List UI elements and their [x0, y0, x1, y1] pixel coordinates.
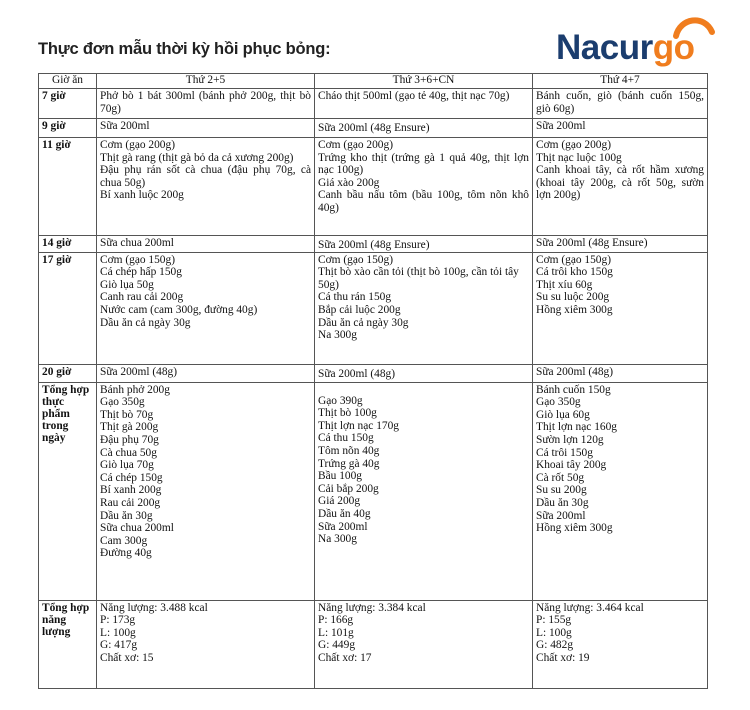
menu-cell-1 [97, 236, 315, 253]
menu-item: Cá thu 150g [318, 432, 374, 445]
menu-item: Cá trôi kho 150g [536, 266, 613, 279]
menu-item: Thịt lợn nạc 170g [318, 419, 399, 432]
menu-cell-1 [97, 364, 315, 382]
menu-item: Đậu phụ rán sốt cà chua (đậu phụ 70g, cà chua 50g) [100, 164, 311, 189]
menu-item: Giá xào 200g [318, 176, 380, 189]
header-day-4-7: Thứ 4+7 [533, 74, 708, 89]
menu-item: Sườn lợn 120g [536, 433, 604, 446]
menu-cell-2 [315, 236, 533, 253]
menu-cell-1 [97, 382, 315, 600]
menu-item: Na 300g [318, 329, 357, 342]
menu-item: Phở bò 1 bát 300ml (bánh phở 200g, thịt bò 70g) [100, 90, 311, 115]
menu-item: Canh khoai tây, cà rốt hầm xương (khoai tây 200g, cà rốt 50g, sườn lợn 200g) [536, 164, 704, 202]
menu-item: Dầu ăn 30g [100, 509, 153, 522]
table-row [39, 382, 708, 600]
menu-cell-2 [315, 252, 533, 364]
menu-item: P: 173g [100, 614, 136, 627]
menu-item: Bầu 100g [318, 470, 362, 483]
menu-item: Sữa 200ml [536, 120, 586, 132]
menu-item: L: 100g [536, 626, 572, 639]
menu-cell-2 [315, 364, 533, 382]
menu-cell-3 [533, 252, 708, 364]
menu-item: Sữa 200ml (48g) [318, 367, 396, 380]
menu-item: Chất xơ: 19 [536, 651, 590, 664]
menu-item: Nước cam (cam 300g, đường 40g) [100, 303, 258, 316]
logo-text-part2: go [652, 28, 695, 67]
menu-item: Cá trôi 150g [536, 446, 593, 459]
menu-item: Rau cải 200g [100, 496, 161, 509]
menu-cell-3 [533, 138, 708, 236]
menu-item: Cơm (gạo 150g) [318, 253, 393, 266]
menu-cell-2 [315, 600, 533, 688]
menu-item: Sữa 200ml [318, 520, 368, 533]
menu-item: Sữa 200ml (48g) [100, 365, 178, 378]
menu-cell-1 [97, 119, 315, 138]
menu-item: Cơm (gạo 150g) [100, 253, 175, 266]
menu-item: L: 101g [318, 626, 354, 639]
menu-item: Bắp cải luộc 200g [318, 303, 401, 316]
table-row [39, 89, 708, 119]
table-row [39, 119, 708, 138]
logo-text [556, 28, 694, 68]
menu-item: Thịt gà rang (thịt gà bỏ da cả xương 200g) [100, 151, 294, 164]
menu-item: Cá thu rán 150g [318, 291, 392, 304]
menu-cell-2 [315, 119, 533, 138]
header-day-3-6-cn: Thứ 3+6+CN [315, 74, 533, 89]
table-header-row [39, 74, 708, 89]
menu-cell-3 [533, 382, 708, 600]
menu-item: Cà rốt 50g [536, 471, 585, 484]
page-header [0, 0, 750, 70]
menu-item: Dầu ăn cả ngày 30g [100, 316, 191, 329]
menu-item: P: 166g [318, 614, 354, 627]
logo-text-part1: Nacur [556, 28, 653, 67]
meal-time-cell: Tổng hợp thực phẩm trong ngày [39, 382, 97, 600]
menu-cell-1 [97, 138, 315, 236]
menu-item: P: 155g [536, 614, 572, 627]
menu-item: Sữa 200ml (48g) [536, 365, 614, 378]
menu-item: Dầu ăn 30g [536, 496, 589, 509]
menu-item: Bánh phở 200g [100, 383, 170, 396]
menu-item: Cá chép 150g [100, 471, 163, 484]
menu-item: Năng lượng: 3.464 kcal [536, 601, 644, 614]
menu-item: Bánh cuốn 150g [536, 383, 611, 396]
menu-cell-2 [315, 138, 533, 236]
menu-cell-3 [533, 89, 708, 119]
menu-item: Sữa 200ml (48g Ensure) [536, 237, 648, 249]
menu-item: Hồng xiêm 300g [536, 303, 613, 316]
meal-time-cell: 14 giờ [39, 236, 97, 253]
menu-item: Dầu ăn 40g [318, 507, 371, 520]
menu-item: Sữa 200ml (48g Ensure) [318, 239, 430, 251]
menu-item: Cơm (gạo 200g) [536, 139, 611, 151]
menu-cell-2 [315, 89, 533, 119]
menu-item: Canh rau cải 200g [100, 291, 184, 304]
table-row [39, 252, 708, 364]
menu-item: G: 482g [536, 639, 574, 652]
menu-item: Cơm (gạo 150g) [536, 253, 611, 266]
menu-item: Khoai tây 200g [536, 459, 607, 472]
page-title: Thực đơn mẫu thời kỳ hồi phục bỏng: [38, 40, 331, 58]
menu-item: Chất xơ: 17 [318, 651, 372, 664]
menu-item: Thịt bò 70g [100, 408, 154, 421]
menu-item: Giò lụa 50g [100, 278, 154, 291]
menu-item: Cháo thịt 500ml (gạo tẻ 40g, thịt nạc 70g) [318, 90, 510, 102]
menu-cell-1 [97, 252, 315, 364]
meal-time-cell: 17 giờ [39, 252, 97, 364]
menu-table [38, 73, 708, 689]
menu-cell-3 [533, 364, 708, 382]
menu-item: Hồng xiêm 300g [536, 522, 613, 535]
menu-item: Bí xanh 200g [100, 484, 162, 497]
menu-item: Thịt lợn nạc 160g [536, 421, 617, 434]
menu-item: Cải bắp 200g [318, 482, 379, 495]
menu-item: Gạo 350g [536, 396, 581, 409]
menu-item: Thịt bò 100g [318, 407, 377, 420]
meal-time-cell: 9 giờ [39, 119, 97, 138]
menu-item: Cá chép hấp 150g [100, 266, 182, 279]
menu-item: Năng lượng: 3.488 kcal [100, 601, 208, 614]
menu-item: Sữa chua 200ml [100, 522, 174, 535]
menu-item: Cơm (gạo 200g) [318, 139, 393, 151]
menu-item: Thịt bò xào cần tỏi (thịt bò 100g, cần tỏi tây 50g) [318, 266, 519, 291]
menu-item: Giá 200g [318, 495, 361, 508]
menu-item: G: 417g [100, 639, 138, 652]
menu-item: Đậu phụ 70g [100, 433, 159, 446]
table-row [39, 600, 708, 688]
menu-item: Cơm (gạo 200g) [100, 139, 175, 151]
menu-cell-1 [97, 600, 315, 688]
menu-item: Gạo 390g [318, 394, 363, 407]
menu-item: Giò lụa 70g [100, 459, 154, 472]
menu-cell-3 [533, 119, 708, 138]
menu-item: Thịt xíu 60g [536, 278, 593, 291]
menu-item: Gạo 350g [100, 396, 145, 409]
menu-item: G: 449g [318, 639, 356, 652]
menu-cell-2 [315, 382, 533, 600]
menu-item: Trứng kho thịt (trứng gà 1 quả 40g, thịt lợn nạc 100g) [318, 151, 529, 177]
menu-item: Sữa 200ml (48g Ensure) [318, 122, 430, 134]
header-day-2-5: Thứ 2+5 [97, 74, 315, 89]
meal-time-cell: 7 giờ [39, 89, 97, 119]
menu-item: Năng lượng: 3.384 kcal [318, 601, 426, 614]
menu-item: Bí xanh luộc 200g [100, 189, 184, 202]
meal-time-cell: Tổng hợp năng lượng [39, 600, 97, 688]
menu-item: Na 300g [318, 533, 357, 546]
table-row [39, 236, 708, 253]
menu-item: Cà chua 50g [100, 446, 157, 459]
menu-item: Thịt gà 200g [100, 421, 159, 434]
menu-cell-1 [97, 89, 315, 119]
menu-item: Trứng gà 40g [318, 457, 380, 470]
menu-item: Dầu ăn cả ngày 30g [318, 316, 409, 329]
menu-item: Bánh cuốn, giò (bánh cuốn 150g, giò 60g) [536, 90, 704, 115]
header-time: Giờ ăn [39, 74, 97, 89]
menu-item: Sữa 200ml [536, 509, 586, 522]
menu-item: Cam 300g [100, 534, 148, 547]
menu-cell-3 [533, 600, 708, 688]
nacurgo-logo [556, 10, 726, 68]
menu-item: Canh bầu nấu tôm (bầu 100g, tôm nõn khô 40g) [318, 189, 529, 214]
menu-item: Thịt nạc luộc 100g [536, 151, 622, 164]
menu-item: Sữa chua 200ml [100, 237, 174, 249]
menu-item: Tôm nõn 40g [318, 444, 380, 457]
menu-item: Sữa 200ml [100, 120, 150, 132]
menu-item: Giò lụa 60g [536, 408, 590, 421]
meal-time-cell: 11 giờ [39, 138, 97, 236]
menu-item: L: 100g [100, 626, 136, 639]
menu-item: Su su luộc 200g [536, 291, 610, 304]
menu-item: Chất xơ: 15 [100, 651, 154, 664]
table-row [39, 138, 708, 236]
menu-cell-3 [533, 236, 708, 253]
table-row [39, 364, 708, 382]
meal-time-cell: 20 giờ [39, 364, 97, 382]
menu-item: Đường 40g [100, 547, 152, 560]
menu-item: Su su 200g [536, 484, 587, 497]
